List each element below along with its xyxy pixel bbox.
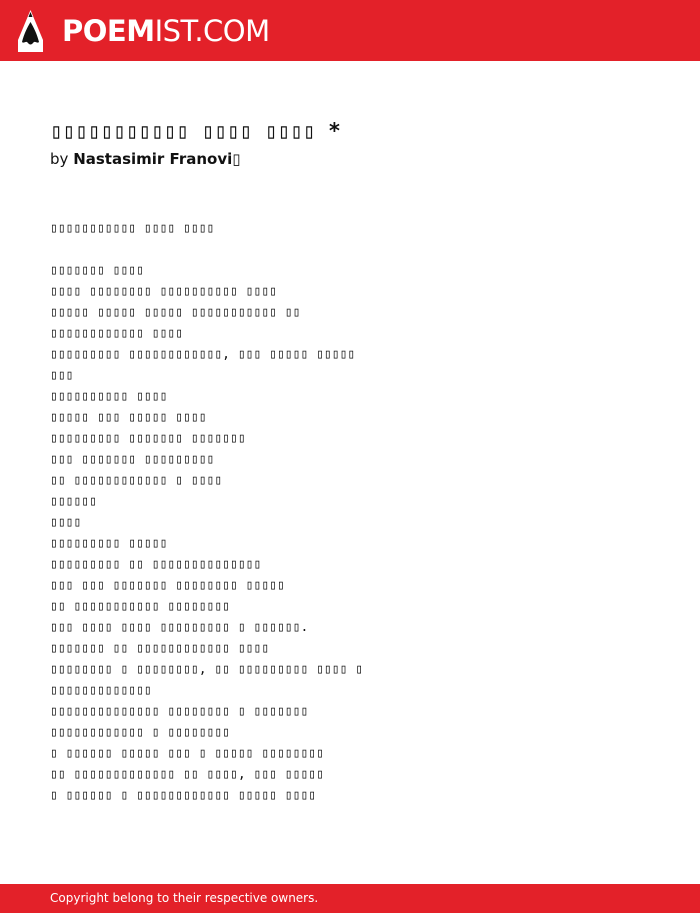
poem-line: ▯▯▯ ▯▯▯▯ ▯▯▯▯ ▯▯▯▯▯▯▯▯▯ ▯ ▯▯▯▯▯▯. xyxy=(50,620,309,635)
poem-line: ▯▯▯▯▯▯▯ ▯▯ ▯▯▯▯▯▯▯▯▯▯▯▯ ▯▯▯▯ xyxy=(50,641,270,656)
poem-line: ▯▯▯▯▯▯▯▯▯▯▯ ▯▯▯▯ ▯▯▯▯ xyxy=(50,221,215,236)
poem-line: ▯▯▯▯▯ ▯▯▯▯▯ ▯▯▯▯▯ ▯▯▯▯▯▯▯▯▯▯▯ ▯▯ xyxy=(50,305,301,320)
site-header xyxy=(0,0,700,61)
poem-line xyxy=(50,239,650,260)
poem-line: ▯▯▯▯▯▯▯▯▯▯▯▯ ▯ ▯▯▯▯▯▯▯▯ xyxy=(50,725,231,740)
brand-name-bold: POEM xyxy=(62,14,155,48)
pencil-tip-icon xyxy=(18,10,43,52)
poem-title: ▯▯▯▯▯▯▯▯▯▯▯ ▯▯▯▯ ▯▯▯▯ * xyxy=(50,119,341,143)
byline xyxy=(50,149,241,169)
poem-line: ▯▯▯ xyxy=(50,368,74,383)
poem-line: ▯▯▯ ▯▯▯▯▯▯▯ ▯▯▯▯▯▯▯▯▯ xyxy=(50,452,215,467)
poem-line: ▯▯▯▯ xyxy=(50,515,82,530)
poem-body xyxy=(50,218,650,806)
poem-line: ▯▯▯▯▯▯▯▯▯▯▯▯▯ xyxy=(50,683,152,698)
poem-line: ▯▯ ▯▯▯▯▯▯▯▯▯▯▯▯▯ ▯▯ ▯▯▯▯, ▯▯▯ ▯▯▯▯▯ xyxy=(50,767,324,782)
poem-line: ▯▯▯▯▯▯▯ ▯▯▯▯ xyxy=(50,263,144,278)
copyright-notice: Copyright belong to their respective owners. xyxy=(50,891,319,905)
site-footer xyxy=(0,884,700,913)
poem-line: ▯▯▯▯▯ ▯▯▯ ▯▯▯▯▯ ▯▯▯▯ xyxy=(50,410,207,425)
poem-line: ▯ ▯▯▯▯▯▯ ▯▯▯▯▯ ▯▯▯ ▯ ▯▯▯▯▯ ▯▯▯▯▯▯▯▯ xyxy=(50,746,324,761)
site-logo-link[interactable] xyxy=(62,11,270,51)
poem-line: ▯▯▯▯▯▯▯▯ ▯ ▯▯▯▯▯▯▯▯, ▯▯ ▯▯▯▯▯▯▯▯▯ ▯▯▯▯ ▯ xyxy=(50,662,364,677)
poem-line: ▯▯ ▯▯▯▯▯▯▯▯▯▯▯ ▯▯▯▯▯▯▯▯ xyxy=(50,599,231,614)
poem-line: ▯▯▯▯▯▯▯▯▯ ▯▯▯▯▯▯▯ ▯▯▯▯▯▯▯ xyxy=(50,431,246,446)
brand-name-light: IST.COM xyxy=(154,14,270,48)
poem-line: ▯ ▯▯▯▯▯▯ ▯ ▯▯▯▯▯▯▯▯▯▯▯▯ ▯▯▯▯▯ ▯▯▯▯ xyxy=(50,788,317,803)
author-name: Nastasimir Franovi▯ xyxy=(73,150,241,168)
poem-line: ▯▯▯▯▯▯ xyxy=(50,494,97,509)
poem-line: ▯▯▯▯▯▯▯▯▯ ▯▯▯▯▯▯▯▯▯▯▯▯, ▯▯▯ ▯▯▯▯▯ ▯▯▯▯▯ xyxy=(50,347,356,362)
poem-line: ▯▯▯▯ ▯▯▯▯▯▯▯▯ ▯▯▯▯▯▯▯▯▯▯ ▯▯▯▯ xyxy=(50,284,277,299)
poem-line: ▯▯▯▯▯▯▯▯▯ ▯▯ ▯▯▯▯▯▯▯▯▯▯▯▯▯▯ xyxy=(50,557,262,572)
poem-line: ▯▯▯▯▯▯▯▯▯▯▯▯▯▯ ▯▯▯▯▯▯▯▯ ▯ ▯▯▯▯▯▯▯ xyxy=(50,704,309,719)
poem-line: ▯▯▯▯▯▯▯▯▯ ▯▯▯▯▯ xyxy=(50,536,168,551)
poem-line: ▯▯▯ ▯▯▯ ▯▯▯▯▯▯▯ ▯▯▯▯▯▯▯▯ ▯▯▯▯▯ xyxy=(50,578,285,593)
poem-line: ▯▯ ▯▯▯▯▯▯▯▯▯▯▯▯ ▯ ▯▯▯▯ xyxy=(50,473,223,488)
poem-line: ▯▯▯▯▯▯▯▯▯▯▯▯ ▯▯▯▯ xyxy=(50,326,184,341)
byline-prefix: by xyxy=(50,150,69,168)
poem-line: ▯▯▯▯▯▯▯▯▯▯ ▯▯▯▯ xyxy=(50,389,168,404)
